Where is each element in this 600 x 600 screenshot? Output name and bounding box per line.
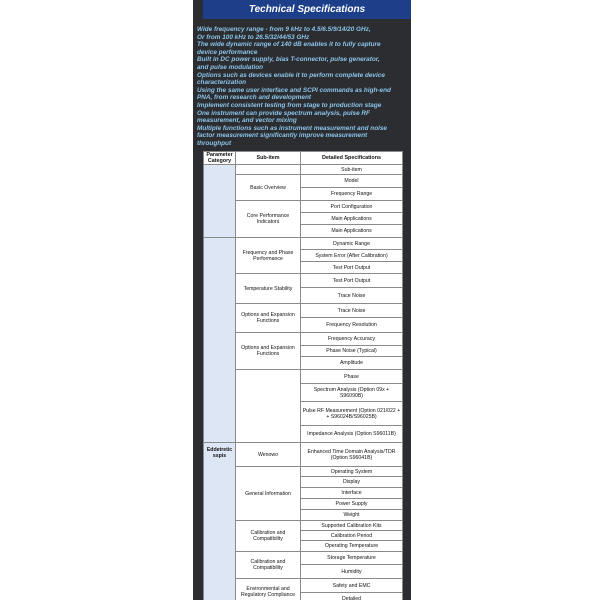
subitem-cell: Options and Expansion Functions (236, 333, 301, 370)
feature-line: device performance (197, 48, 258, 56)
detail-cell: Model (301, 175, 403, 188)
subitem-cell: Calibration and Compatibility (236, 552, 301, 579)
page-title: Technical Specifications (248, 4, 366, 15)
feature-line: throughput (197, 139, 232, 147)
detail-cell: System Error (After Calibration) (301, 250, 403, 262)
feature-line: Or from 100 kHz to 26.5/32/44/53 GHz (197, 33, 310, 41)
detail-cell: Detailed (301, 593, 403, 600)
subitem-cell: Environmental and Regulatory Compliance (236, 579, 301, 600)
feature-line: Wide frequency range - from 9 kHz to 4.5/6.5/9/14/20 GHz, (197, 26, 371, 33)
table-row (204, 165, 403, 175)
detail-cell: Trace Noise (301, 288, 403, 304)
feature-line: Implement consistent testing from stage to production stage (197, 101, 382, 109)
table-row (204, 238, 403, 250)
detail-cell: Impedance Analysis (Option S96011B) (301, 426, 403, 443)
subitem-cell: Wenowo (236, 443, 301, 467)
detail-cell: Test Port Output (301, 262, 403, 274)
feature-line: Multiple functions such as instrument measurement and noise (197, 124, 387, 132)
feature-line: Built in DC power supply, bias T-connector, pulse generator, (197, 56, 380, 64)
subitem-cell: Calibration and Compatibility (236, 521, 301, 552)
detail-cell: Frequency Range (301, 188, 403, 201)
subitem-cell: General Information (236, 467, 301, 521)
feature-line: characterization (197, 79, 247, 87)
feature-line: One instrument can provide spectrum analysis, pulse RF (197, 109, 370, 117)
detail-cell: Frequency Accuracy (301, 333, 403, 346)
detail-cell: Main Applications (301, 213, 403, 225)
detail-cell: Phase (301, 370, 403, 384)
subitem-cell: Basic Overview (236, 175, 301, 201)
detail-cell: Frequency Resolution (301, 318, 403, 333)
feature-line: factor measurement significantly improve measurement (197, 132, 368, 140)
spec-table (203, 151, 403, 600)
feature-line: Options such as devices enable it to perform complete device (197, 71, 385, 79)
subitem-cell (236, 370, 301, 443)
detail-cell: Supported Calibration Kits (301, 521, 403, 531)
detail-cell: Power Supply (301, 499, 403, 510)
detail-cell: Operating Temperature (301, 541, 403, 552)
detail-cell: Main Applications (301, 225, 403, 238)
subitem-cell: Options and Expansion Functions (236, 304, 301, 333)
detail-cell: Pulse RF Measurement (Option 021/022 + + S96024B/S96025B) (301, 402, 403, 426)
detail-cell: Display (301, 477, 403, 488)
spec-panel (193, 0, 411, 600)
detail-cell: Dynamic Range (301, 238, 403, 250)
subitem-cell: Temperature Stability (236, 274, 301, 304)
detail-cell: Sub-item (301, 165, 403, 175)
header-subitem: Sub-item (236, 152, 301, 165)
feature-list (197, 26, 409, 148)
detail-cell: Test Port Output (301, 274, 403, 288)
subitem-cell: Core Performance Indicators (236, 201, 301, 238)
detail-cell: Weight (301, 510, 403, 521)
header-details: Detailed Specifications (301, 152, 403, 165)
category-cell (204, 165, 236, 238)
feature-line: PNA, from research and development (197, 94, 311, 102)
detail-cell: Enhanced Time Domain Analysis/TDR (Option S96041B) (301, 443, 403, 467)
detail-cell: Amplitude (301, 357, 403, 370)
detail-cell: Spectrum Analysis (Option 09x + S96090B) (301, 384, 403, 402)
detail-cell: Interface (301, 488, 403, 499)
table-row (204, 443, 403, 467)
subitem-cell: Frequency and Phase Performance (236, 238, 301, 274)
table-header-row (204, 152, 403, 165)
feature-line: measurement, and vector mixing (197, 117, 297, 125)
detail-cell: Safety and EMC (301, 579, 403, 593)
category-cell (204, 238, 236, 443)
detail-cell: Port Configuration (301, 201, 403, 213)
title-bar (203, 0, 411, 19)
header-category: Parameter Category (204, 152, 236, 165)
detail-cell: Storage Temperature (301, 552, 403, 565)
detail-cell: Humidity (301, 565, 403, 579)
feature-line: The wide dynamic range of 140 dB enables it to fully capture (197, 41, 381, 49)
detail-cell: Calibration Period (301, 531, 403, 541)
subitem-cell (236, 165, 301, 175)
detail-cell: Operating System (301, 467, 403, 477)
feature-line: Using the same user interface and SCPI commands as high-end (197, 86, 391, 94)
detail-cell: Trace Noise (301, 304, 403, 318)
feature-line: and pulse modulation (197, 63, 264, 71)
category-cell: Eddetretic sspis (204, 443, 236, 600)
detail-cell: Phase Noise (Typical) (301, 346, 403, 357)
